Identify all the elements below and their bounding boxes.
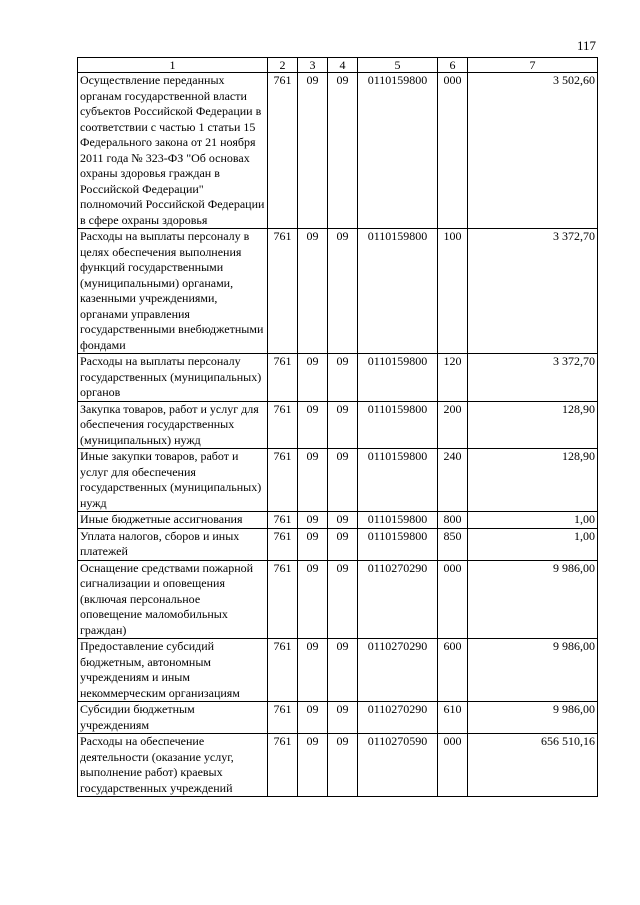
row-subsection-cell: 09 [328, 449, 358, 512]
row-grbs-cell: 761 [268, 512, 298, 529]
row-grbs-cell: 761 [268, 734, 298, 797]
row-name-cell: Иные бюджетные ассигнования [78, 512, 268, 529]
table-row [78, 560, 598, 639]
row-name-cell: Расходы на обеспечение деятельности (оказание услуг, выполнение работ) краевых государственных учреждений [78, 734, 268, 797]
row-expense-type-cell: 240 [438, 449, 468, 512]
row-expense-type-cell: 600 [438, 639, 468, 702]
column-header: 1 [78, 58, 268, 73]
table-row [78, 229, 598, 354]
row-grbs-cell: 761 [268, 229, 298, 354]
row-target-article-cell: 0110159800 [358, 73, 438, 229]
row-amount-cell: 128,90 [468, 449, 598, 512]
row-expense-type-cell: 800 [438, 512, 468, 529]
row-grbs-cell: 761 [268, 639, 298, 702]
table-row [78, 73, 598, 229]
table-row [78, 702, 598, 734]
column-header: 7 [468, 58, 598, 73]
row-amount-cell: 128,90 [468, 401, 598, 449]
row-amount-cell: 1,00 [468, 528, 598, 560]
row-grbs-cell: 761 [268, 560, 298, 639]
row-section-cell: 09 [298, 354, 328, 402]
table-row [78, 512, 598, 529]
row-expense-type-cell: 000 [438, 560, 468, 639]
row-subsection-cell: 09 [328, 229, 358, 354]
column-header: 4 [328, 58, 358, 73]
row-subsection-cell: 09 [328, 73, 358, 229]
row-section-cell: 09 [298, 401, 328, 449]
row-amount-cell: 9 986,00 [468, 639, 598, 702]
row-section-cell: 09 [298, 449, 328, 512]
row-subsection-cell: 09 [328, 512, 358, 529]
row-name-cell: Осуществление переданных органам государственной власти субъектов Российской Федерации в соответствии с частью 1 статьи 15 Федерального закона от 21 ноября 2011 года № 323-ФЗ "Об основах охраны здоровья граждан в Российской Федерации" полномочий Российской Федерации в сфере охраны здоровья [78, 73, 268, 229]
row-name-cell: Предоставление субсидий бюджетным, автономным учреждениям и иным некоммерческим организациям [78, 639, 268, 702]
row-subsection-cell: 09 [328, 560, 358, 639]
column-header: 5 [358, 58, 438, 73]
row-expense-type-cell: 200 [438, 401, 468, 449]
row-subsection-cell: 09 [328, 702, 358, 734]
table-row [78, 354, 598, 402]
row-amount-cell: 9 986,00 [468, 702, 598, 734]
row-subsection-cell: 09 [328, 401, 358, 449]
row-target-article-cell: 0110270290 [358, 560, 438, 639]
row-target-article-cell: 0110159800 [358, 449, 438, 512]
row-amount-cell: 656 510,16 [468, 734, 598, 797]
row-section-cell: 09 [298, 639, 328, 702]
table-row [78, 528, 598, 560]
row-subsection-cell: 09 [328, 354, 358, 402]
row-target-article-cell: 0110270290 [358, 639, 438, 702]
row-grbs-cell: 761 [268, 354, 298, 402]
table-header-row [78, 58, 598, 73]
row-expense-type-cell: 850 [438, 528, 468, 560]
row-name-cell: Иные закупки товаров, работ и услуг для обеспечения государственных (муниципальных) нужд [78, 449, 268, 512]
table-row [78, 449, 598, 512]
row-target-article-cell: 0110270590 [358, 734, 438, 797]
row-amount-cell: 3 372,70 [468, 354, 598, 402]
row-section-cell: 09 [298, 528, 328, 560]
row-grbs-cell: 761 [268, 73, 298, 229]
row-expense-type-cell: 000 [438, 734, 468, 797]
row-grbs-cell: 761 [268, 528, 298, 560]
row-grbs-cell: 761 [268, 401, 298, 449]
budget-table [77, 57, 598, 797]
row-section-cell: 09 [298, 702, 328, 734]
row-section-cell: 09 [298, 229, 328, 354]
row-expense-type-cell: 000 [438, 73, 468, 229]
table-body [78, 73, 598, 797]
row-subsection-cell: 09 [328, 639, 358, 702]
row-name-cell: Расходы на выплаты персоналу государственных (муниципальных) органов [78, 354, 268, 402]
row-amount-cell: 9 986,00 [468, 560, 598, 639]
column-header: 6 [438, 58, 468, 73]
page-number: 117 [576, 38, 596, 53]
row-target-article-cell: 0110159800 [358, 401, 438, 449]
row-target-article-cell: 0110159800 [358, 512, 438, 529]
row-subsection-cell: 09 [328, 734, 358, 797]
table-row [78, 401, 598, 449]
row-section-cell: 09 [298, 73, 328, 229]
row-section-cell: 09 [298, 734, 328, 797]
row-name-cell: Оснащение средствами пожарной сигнализации и оповещения (включая персональное оповещение маломобильных граждан) [78, 560, 268, 639]
row-name-cell: Закупка товаров, работ и услуг для обеспечения государственных (муниципальных) нужд [78, 401, 268, 449]
row-subsection-cell: 09 [328, 528, 358, 560]
row-section-cell: 09 [298, 512, 328, 529]
row-grbs-cell: 761 [268, 449, 298, 512]
row-name-cell: Субсидии бюджетным учреждениям [78, 702, 268, 734]
row-target-article-cell: 0110159800 [358, 528, 438, 560]
table-row [78, 734, 598, 797]
row-name-cell: Уплата налогов, сборов и иных платежей [78, 528, 268, 560]
row-target-article-cell: 0110159800 [358, 229, 438, 354]
row-section-cell: 09 [298, 560, 328, 639]
row-target-article-cell: 0110159800 [358, 354, 438, 402]
column-header: 2 [268, 58, 298, 73]
row-amount-cell: 1,00 [468, 512, 598, 529]
row-expense-type-cell: 120 [438, 354, 468, 402]
table-row [78, 639, 598, 702]
row-grbs-cell: 761 [268, 702, 298, 734]
row-amount-cell: 3 502,60 [468, 73, 598, 229]
column-header: 3 [298, 58, 328, 73]
row-target-article-cell: 0110270290 [358, 702, 438, 734]
row-expense-type-cell: 610 [438, 702, 468, 734]
row-name-cell: Расходы на выплаты персоналу в целях обеспечения выполнения функций государственными (муниципальными) органами, казенными учреждениями, органами управления государственными внебюджетными фондами [78, 229, 268, 354]
row-expense-type-cell: 100 [438, 229, 468, 354]
row-amount-cell: 3 372,70 [468, 229, 598, 354]
